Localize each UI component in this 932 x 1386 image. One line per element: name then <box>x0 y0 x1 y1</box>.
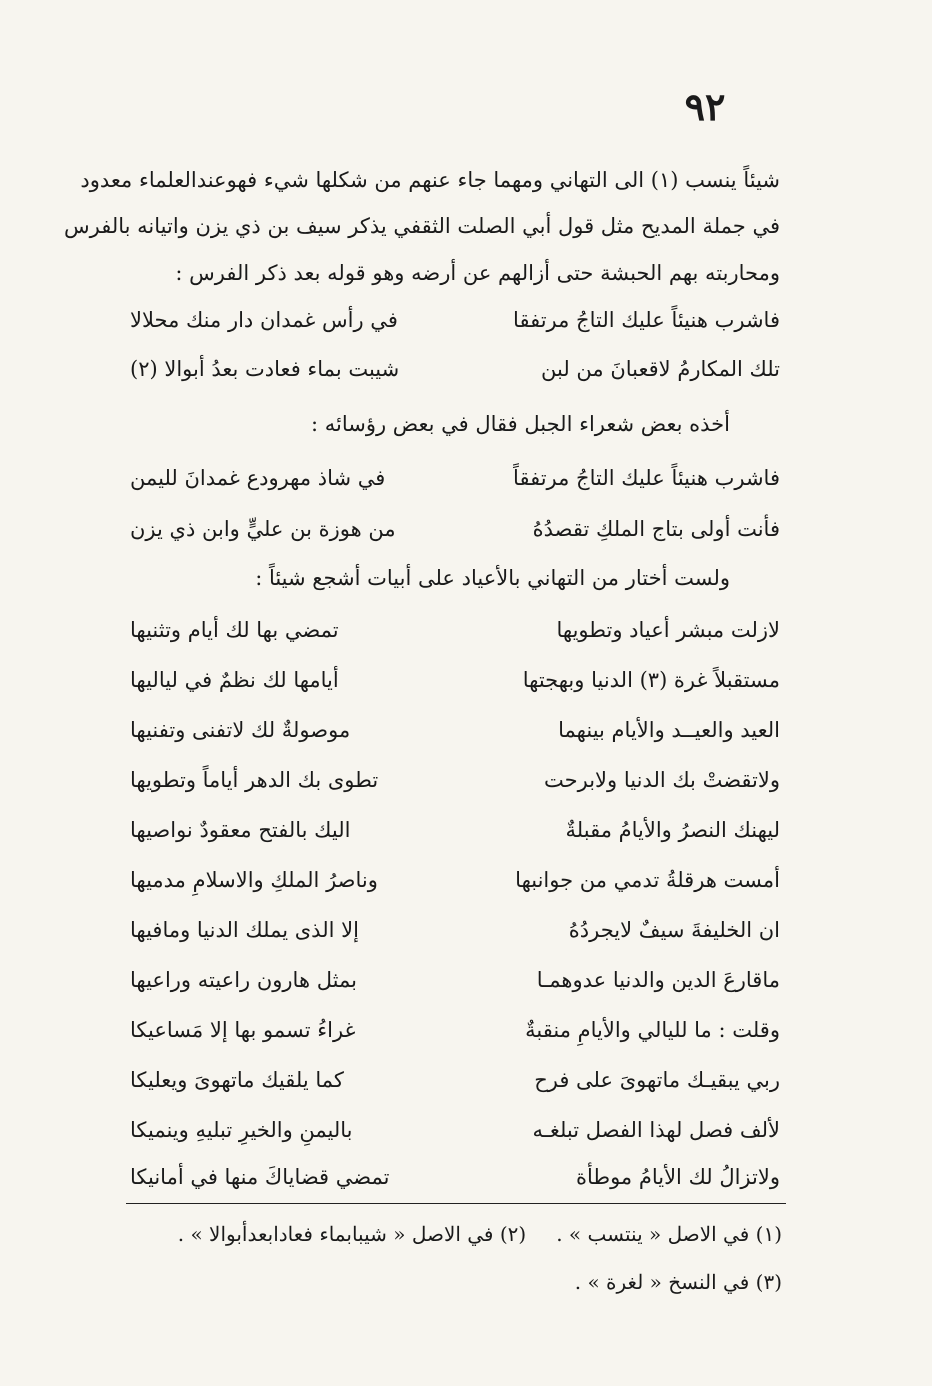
hemistich-second: شيبت بماء فعادت بعدُ أبوالا (٢) <box>130 357 400 381</box>
verse-line <box>130 1068 780 1108</box>
hemistich-second: غراءُ تسمو بها إلا مَساعيكا <box>130 1018 356 1042</box>
hemistich-second: اليك بالفتح معقودٌ نواصيها <box>130 818 351 842</box>
hemistich-first: ليهنك النصرُ والأيامُ مقبلةٌ <box>565 818 780 842</box>
hemistich-first: ولاتزالُ لك الأيامُ موطأة <box>575 1165 780 1189</box>
hemistich-second: إلا الذى يملك الدنيا ومافيها <box>130 918 359 942</box>
hemistich-first: أمست هرقلةُ تدمي من جوانبها <box>515 868 780 892</box>
hemistich-second: في شاذ مهرودع غمدانَ لليمن <box>130 466 386 490</box>
footnote-line <box>545 1270 782 1294</box>
verse-line <box>130 668 780 708</box>
hemistich-first: مستقبلاً غرة (٣) الدنيا وبهجتها <box>522 668 780 692</box>
footnote: (١) في الاصل « ينتسب » . <box>556 1222 782 1246</box>
page-number: ٩٢ <box>684 84 726 129</box>
verse-line <box>130 718 780 758</box>
verse-line <box>130 1165 780 1205</box>
hemistich-first: وقلت : ما لليالي والأيامِ منقبةٌ <box>525 1018 780 1042</box>
hemistich-first: ربي يبقيـك ماتهوىَ على فرح <box>534 1068 780 1092</box>
hemistich-second: كما يلقيك ماتهوىَ ويعليكا <box>130 1068 344 1092</box>
verse-line <box>130 768 780 808</box>
hemistich-second: باليمنِ والخيرِ تبليهِ وينميكا <box>130 1118 353 1142</box>
hemistich-first: العيد والعيــد والأيام بينهما <box>558 718 780 742</box>
hemistich-first: ولاتقضتْ بك الدنيا ولابرحت <box>544 768 780 792</box>
prose-line: في جملة المديح مثل قول أبي الصلت الثقفي يذكر سيف بن ذي يزن واتيانه بالفرس <box>63 214 780 238</box>
hemistich-first: فاشرب هنيئاً عليك التاجُ مرتفقا <box>513 308 780 332</box>
verse-line <box>130 517 780 557</box>
hemistich-second: تمضي قضاياكَ منها في أمانيكا <box>130 1165 390 1189</box>
hemistich-first: ماقارعَ الدين والدنيا عدوهمـا <box>536 968 780 992</box>
prose-line: شيئاً ينسب (١) الى التهاني ومهما جاء عنهم من شكلها شيء فهوعندالعلماء معدود <box>80 168 780 192</box>
hemistich-first: فاشرب هنيئاً عليك التاجُ مرتفقاً <box>513 466 780 490</box>
footnote: (٣) في النسخ « لغرة » . <box>574 1270 782 1294</box>
verse-line <box>130 1018 780 1058</box>
verse-line <box>130 918 780 958</box>
hemistich-second: وناصرُ الملكِ والاسلامِ مدميها <box>130 868 378 892</box>
hemistich-second: تمضي بها لك أيام وتثنيها <box>130 618 339 642</box>
hemistich-second: بمثل هارون راعيته وراعيها <box>130 968 357 992</box>
footnote-line <box>148 1222 782 1246</box>
verse-line <box>130 357 780 397</box>
prose-line: أخذه بعض شعراء الجبل فقال في بعض رؤسائه : <box>310 412 730 436</box>
hemistich-second: أيامها لك نظمٌ في لياليها <box>130 668 339 692</box>
hemistich-first: ان الخليفةَ سيفٌ لايجردُهُ <box>568 918 780 942</box>
verse-line <box>130 308 780 348</box>
verse-line <box>130 1118 780 1158</box>
hemistich-second: تطوى بك الدهر أياماً وتطويها <box>130 768 379 792</box>
hemistich-first: لألف فصل لهذا الفصل تبلغـه <box>532 1118 780 1142</box>
verse-intro-label: وقلت : <box>711 1018 780 1042</box>
footnote: (٢) في الاصل « شيبابماء فعادابعدأبوالا » . <box>177 1222 527 1246</box>
prose-line: ومحاربته بهم الحبشة حتى أزالهم عن أرضه وهو قوله بعد ذكر الفرس : <box>175 261 780 285</box>
footnote-divider <box>126 1203 786 1204</box>
hemistich-first: فأنت أولى بتاج الملكِ تقصدُهُ <box>532 517 780 541</box>
verse-line <box>130 818 780 858</box>
prose-line: ولست أختار من التهاني بالأعياد على أبيات أشجع شيئاً : <box>255 566 730 590</box>
verse-line <box>130 466 780 506</box>
hemistich-second: من هوزة بن عليٍّ وابن ذي يزن <box>130 517 396 541</box>
verse-line <box>130 968 780 1008</box>
hemistich-first: تلك المكارمُ لاقعبانَ من لبن <box>541 357 780 381</box>
verse-line <box>130 868 780 908</box>
hemistich-second: في رأس غمدان دار منك محلالا <box>130 308 398 332</box>
hemistich-second: موصولةٌ لك لاتفنى وتفنيها <box>130 718 351 742</box>
hemistich-first: لازلت مبشر أعياد وتطويها <box>556 618 780 642</box>
verse-line <box>130 618 780 658</box>
